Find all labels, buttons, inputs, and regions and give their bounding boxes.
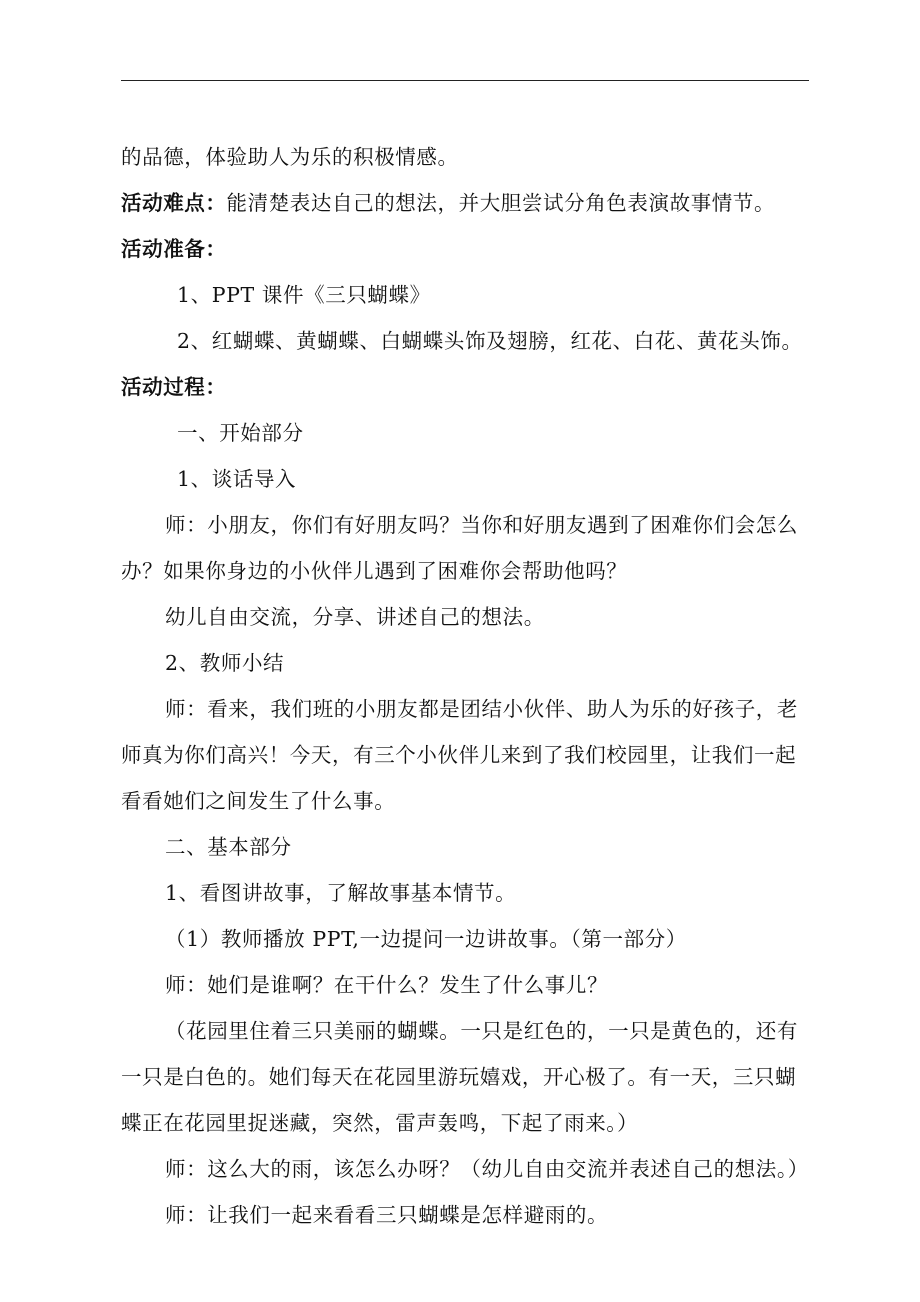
line-text: 蝶正在花园里捉迷藏，突然，雷声轰鸣，下起了雨来。）	[121, 1111, 639, 1135]
preparation-item	[177, 280, 431, 310]
paragraph-line	[121, 1108, 638, 1138]
activity-difficulty	[121, 188, 775, 218]
paragraph-line	[165, 1016, 798, 1046]
subsection-step	[165, 878, 516, 908]
subsection-heading	[177, 418, 304, 448]
subsection-heading	[165, 832, 292, 862]
line-text: （花园里住着三只美丽的蝴蝶。一只是红色的，一只是黄色的，还有	[165, 1019, 798, 1043]
paragraph-line	[121, 1062, 796, 1092]
line-text: 幼儿自由交流，分享、讲述自己的想法。	[165, 605, 545, 629]
line-text: 师：小朋友，你们有好朋友吗？当你和好朋友遇到了困难你们会怎么	[165, 513, 798, 537]
paragraph-line	[121, 740, 796, 770]
paragraph-line	[165, 970, 608, 1000]
paragraph-line	[121, 142, 459, 172]
preparation-item	[177, 326, 803, 356]
subsection-step	[177, 464, 296, 494]
line-text: 办？如果你身边的小伙伴儿遇到了困难你会帮助他吗？	[121, 559, 628, 583]
paragraph-line	[121, 556, 627, 586]
paragraph-line	[165, 602, 545, 632]
paragraph-line	[165, 1200, 608, 1230]
line-text: 1、PPT 课件《三只蝴蝶》	[177, 283, 431, 307]
line-text: 二、基本部分	[165, 835, 292, 859]
section-label: 活动过程：	[121, 375, 227, 399]
line-text: 师：看来，我们班的小朋友都是团结小伙伴、助人为乐的好孩子，老	[165, 697, 798, 721]
header-rule	[121, 80, 809, 81]
line-text: 1、谈话导入	[177, 467, 297, 491]
line-text: 师：她们是谁啊？在干什么？发生了什么事儿？	[165, 973, 609, 997]
line-text: 看看她们之间发生了什么事。	[121, 789, 396, 813]
subsection-step	[165, 648, 284, 678]
line-text: 一只是白色的。她们每天在花园里游玩嬉戏，开心极了。有一天，三只蝴	[121, 1065, 797, 1089]
line-text: 2、教师小结	[165, 651, 285, 675]
line-text: 能清楚表达自己的想法，并大胆尝试分角色表演故事情节。	[226, 191, 776, 215]
line-text: 师：这么大的雨，该怎么办呀？（幼儿自由交流并表述自己的想法。）	[165, 1157, 809, 1181]
line-text: 2、红蝴蝶、黄蝴蝶、白蝴蝶头饰及翅膀，红花、白花、黄花头饰。	[177, 329, 803, 353]
activity-preparation-heading	[121, 234, 227, 264]
line-text: 1、看图讲故事，了解故事基本情节。	[165, 881, 517, 905]
line-text: （1）教师播放 PPT,一边提问一边讲故事。（第一部分）	[165, 927, 687, 951]
section-label: 活动难点：	[121, 191, 227, 215]
section-label: 活动准备：	[121, 237, 227, 261]
paragraph-line	[165, 510, 798, 540]
activity-process-heading	[121, 372, 227, 402]
line-text: 师真为你们高兴！今天，有三个小伙伴儿来到了我们校园里，让我们一起	[121, 743, 797, 767]
paragraph-line	[165, 924, 687, 954]
line-text: 一、开始部分	[177, 421, 304, 445]
line-text: 师：让我们一起来看看三只蝴蝶是怎样避雨的。	[165, 1203, 609, 1227]
paragraph-line	[121, 786, 395, 816]
paragraph-line	[165, 694, 798, 724]
paragraph-line	[165, 1154, 809, 1184]
line-text: 的品德，体验助人为乐的积极情感。	[121, 145, 459, 169]
